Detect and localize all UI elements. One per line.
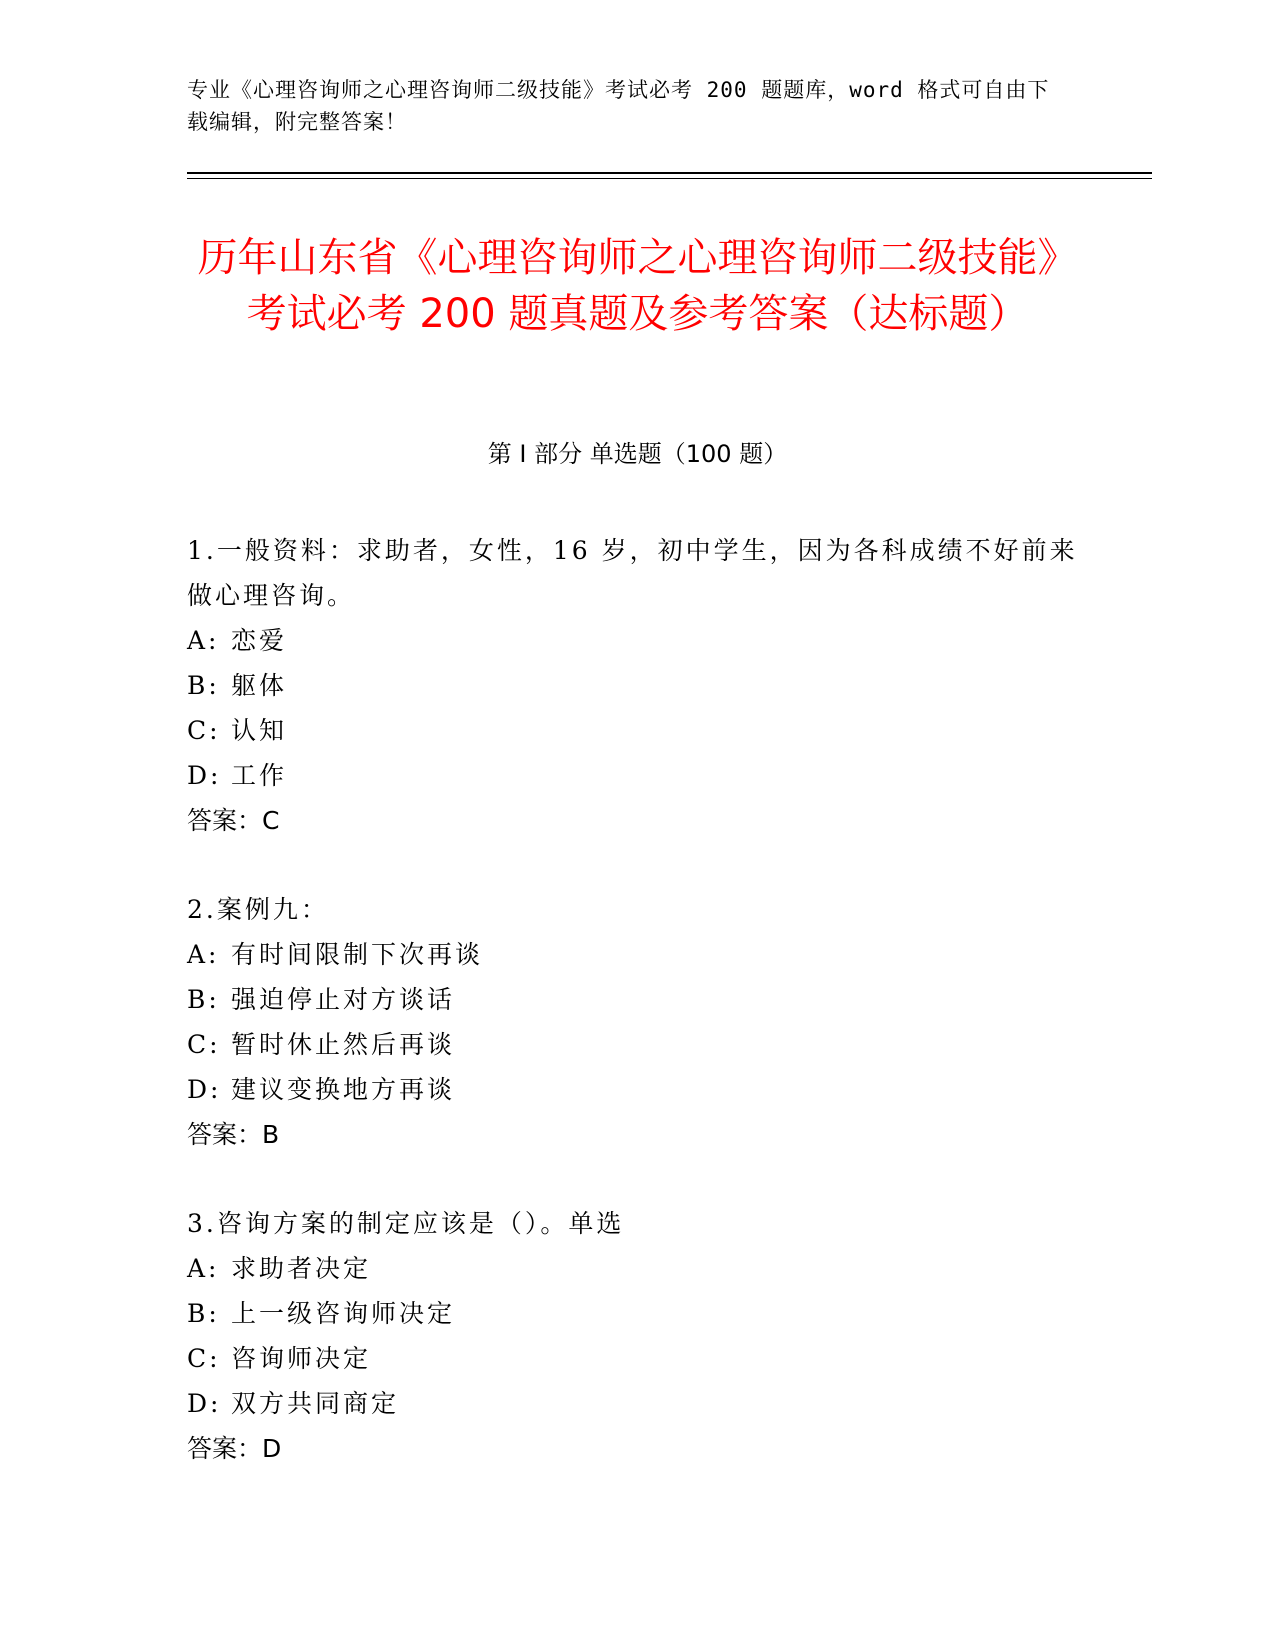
option-key: B: — [187, 671, 220, 700]
option-text: 双方共同商定 — [231, 1389, 400, 1418]
section-title: 第 I 部分 单选题（100 题） — [487, 440, 788, 468]
question-stem: 1.一般资料：求助者，女性，16 岁，初中学生，因为各科成绩不好前来做心理咨询。 — [187, 536, 1078, 610]
answer-line: 答案：D — [187, 1434, 282, 1463]
option-key: D: — [187, 761, 222, 790]
option-d — [187, 1381, 1087, 1426]
question-stem: 3.咨询方案的制定应该是（）。单选 — [187, 1209, 625, 1238]
document-title: 历年山东省《心理咨询师之心理咨询师二级技能》考试必考 200 题真题及参考答案（达标题） — [197, 235, 1078, 337]
option-a — [187, 932, 1087, 977]
header-divider-top — [187, 172, 1152, 174]
option-text: 咨询师决定 — [231, 1344, 372, 1373]
option-key: C: — [187, 1030, 221, 1059]
header-note: 专业《心理咨询师之心理咨询师二级技能》考试必考 200 题题库，word 格式可自由下载编辑，附完整答案！ — [187, 78, 1050, 134]
option-text: 认知 — [231, 716, 288, 745]
option-a — [187, 1246, 1087, 1291]
option-b — [187, 977, 1087, 1022]
option-key: C: — [187, 716, 221, 745]
question-list — [187, 528, 1087, 1515]
option-text: 工作 — [231, 761, 288, 790]
option-text: 恋爱 — [231, 626, 288, 655]
option-b — [187, 1291, 1087, 1336]
option-text: 求助者决定 — [231, 1254, 372, 1283]
question-stem: 2.案例九： — [187, 895, 329, 924]
option-key: B: — [187, 1299, 220, 1328]
option-d — [187, 753, 1087, 798]
option-text: 强迫停止对方谈话 — [231, 985, 456, 1014]
option-a — [187, 618, 1087, 663]
option-c — [187, 708, 1087, 753]
header-divider-bottom — [187, 178, 1152, 179]
option-key: A: — [187, 940, 220, 969]
option-text: 有时间限制下次再谈 — [231, 940, 484, 969]
question-1 — [187, 528, 1087, 843]
option-text: 建议变换地方再谈 — [231, 1075, 456, 1104]
option-key: A: — [187, 1254, 220, 1283]
question-2 — [187, 887, 1087, 1157]
option-b — [187, 663, 1087, 708]
answer-line: 答案：B — [187, 1120, 280, 1149]
option-key: A: — [187, 626, 220, 655]
option-c — [187, 1336, 1087, 1381]
option-key: C: — [187, 1344, 221, 1373]
option-text: 上一级咨询师决定 — [231, 1299, 456, 1328]
option-key: D: — [187, 1075, 222, 1104]
option-text: 暂时休止然后再谈 — [231, 1030, 456, 1059]
question-3 — [187, 1201, 1087, 1471]
option-text: 躯体 — [231, 671, 288, 700]
answer-line: 答案：C — [187, 806, 280, 835]
option-c — [187, 1022, 1087, 1067]
option-key: B: — [187, 985, 220, 1014]
option-key: D: — [187, 1389, 222, 1418]
option-d — [187, 1067, 1087, 1112]
